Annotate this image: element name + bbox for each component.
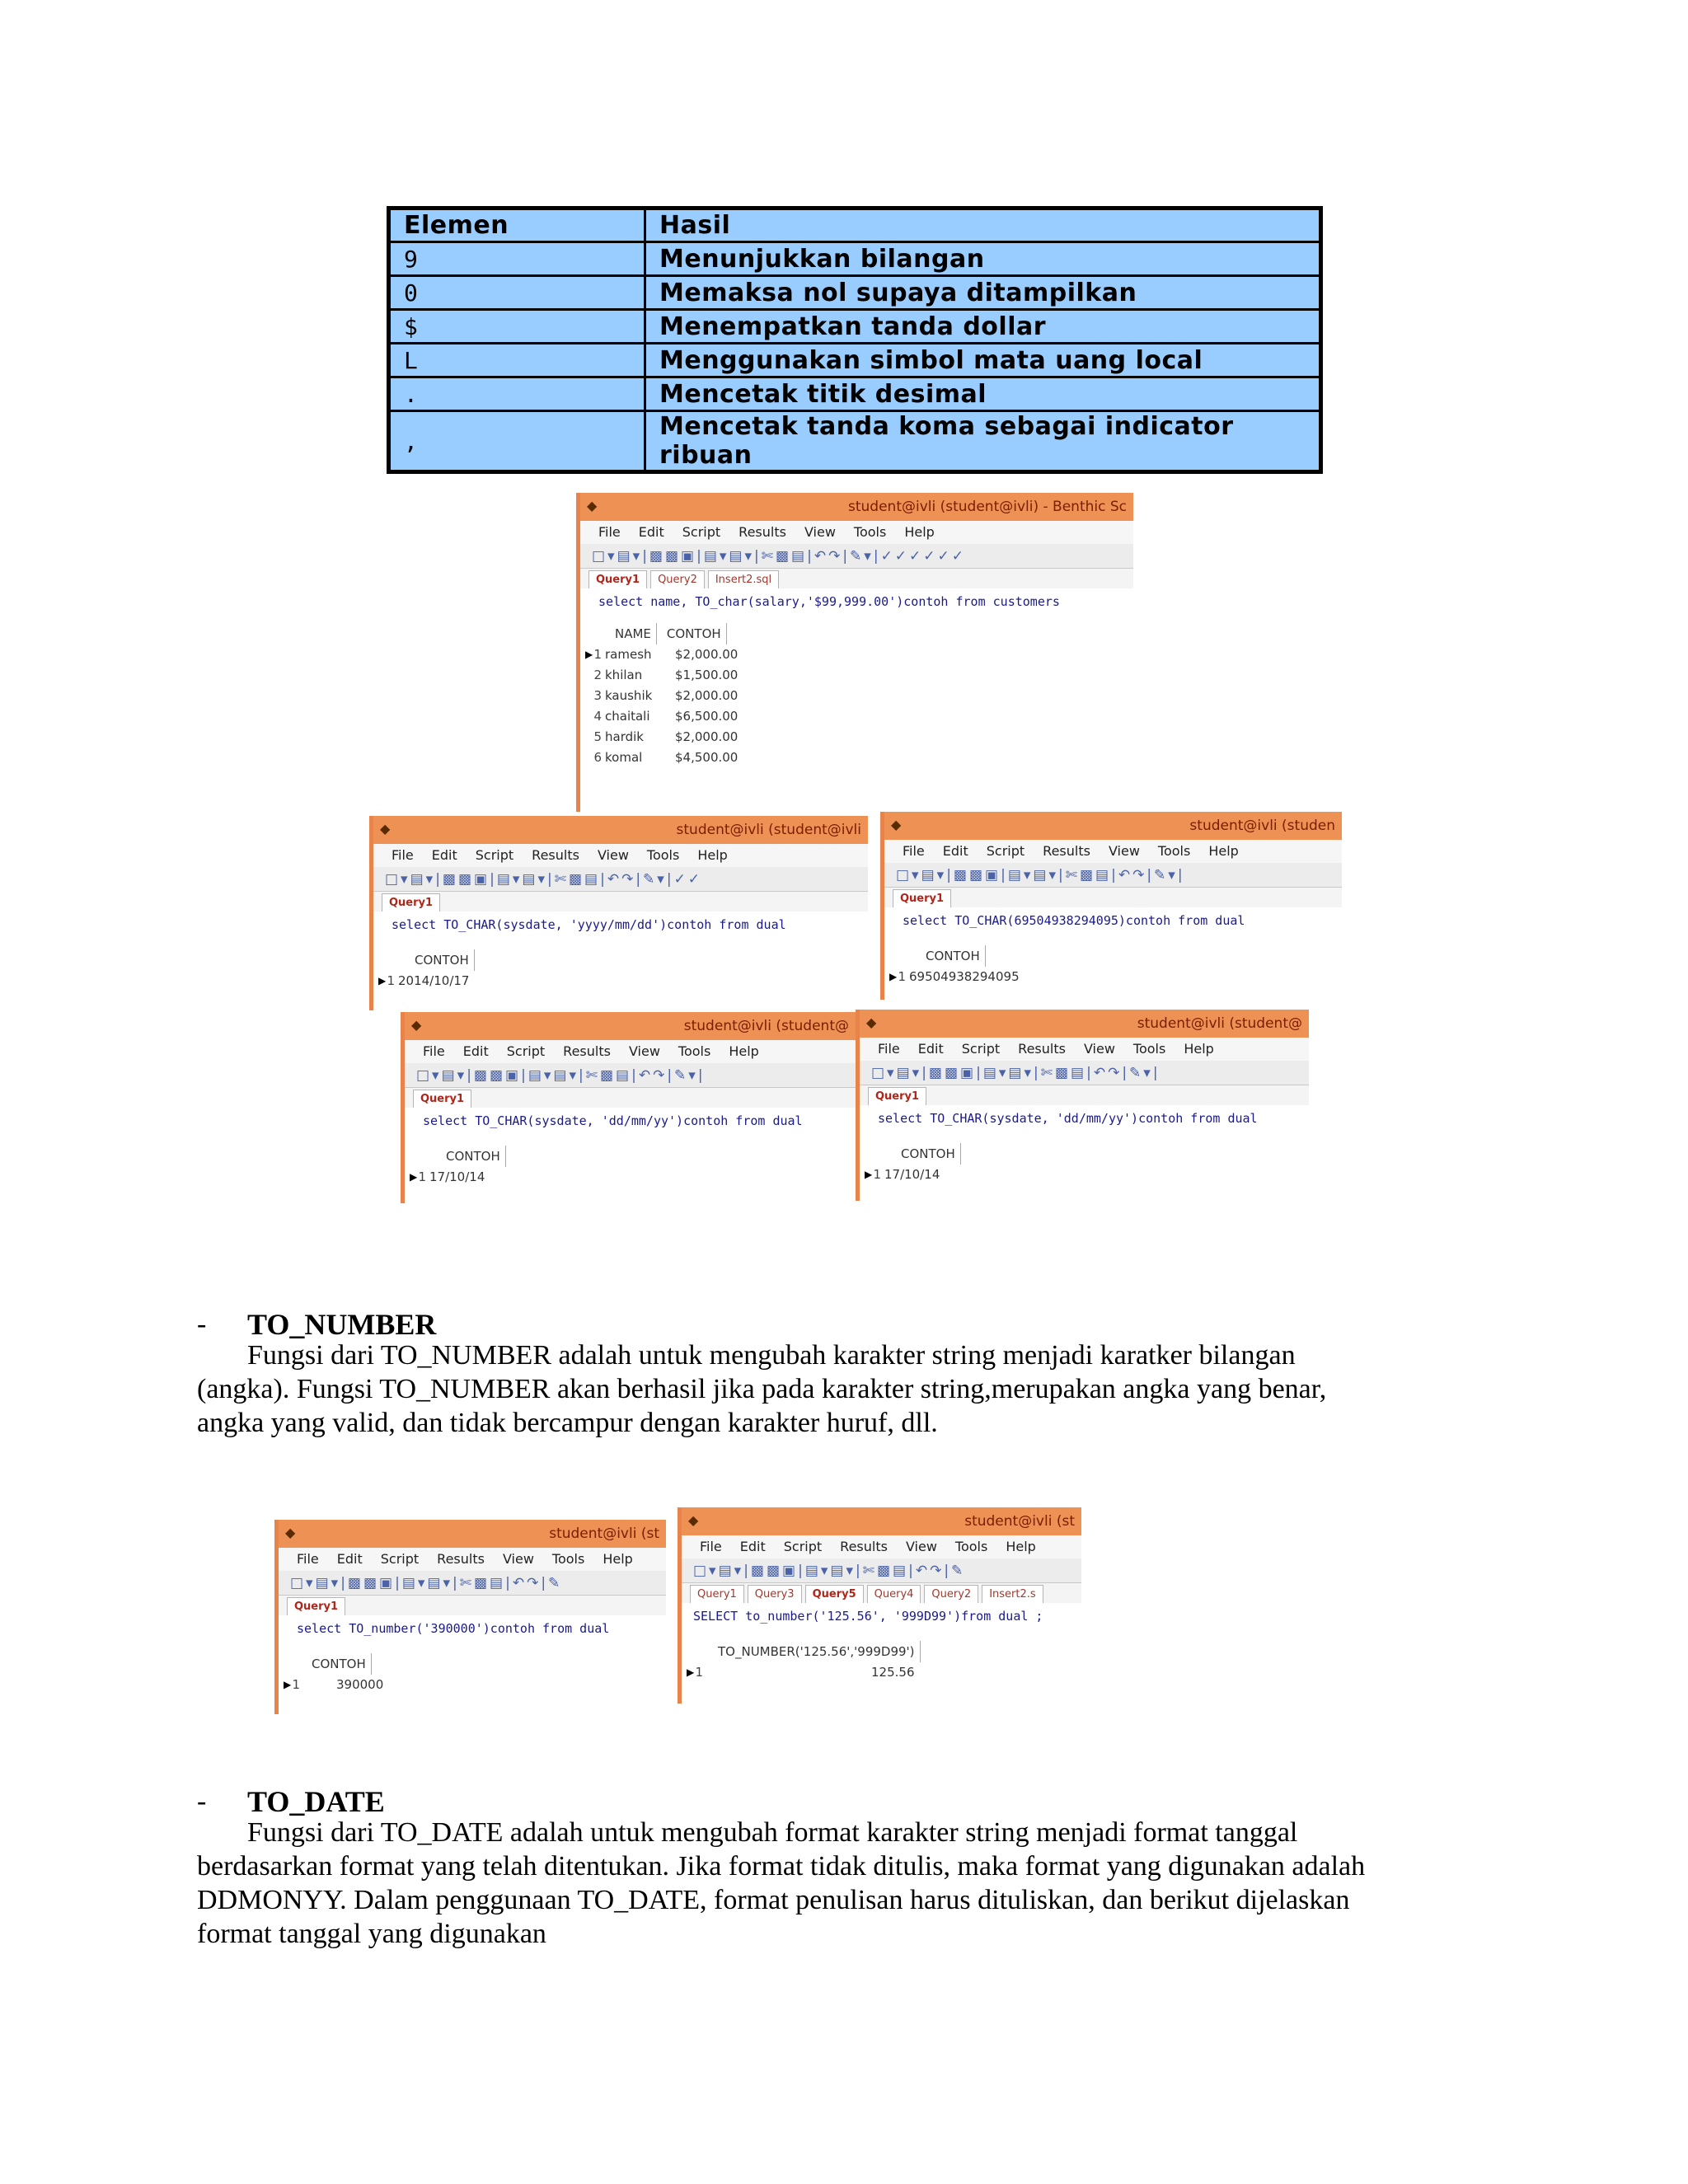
- menu-script[interactable]: Script: [783, 1539, 823, 1554]
- result-cell: Mencetak titik desimal: [645, 377, 1321, 411]
- menu-view[interactable]: View: [905, 1539, 937, 1554]
- menu-bar: [373, 844, 868, 867]
- menu-edit[interactable]: Edit: [917, 1041, 944, 1057]
- menu-results[interactable]: Results: [563, 1043, 611, 1059]
- query-tabs: [860, 1085, 1309, 1105]
- menu-tools[interactable]: Tools: [954, 1539, 988, 1554]
- screenshot-to-char-number: [880, 812, 1342, 1000]
- menu-edit[interactable]: Edit: [431, 847, 457, 863]
- query-tabs: [682, 1583, 1081, 1603]
- menu-bar: [884, 840, 1342, 863]
- menu-bar: [682, 1535, 1081, 1558]
- sql-editor[interactable]: select TO_CHAR(sysdate, 'dd/mm/yy')contoh from dual: [423, 1113, 803, 1128]
- table-row[interactable]: ▶ 1 69504938294095: [884, 967, 1342, 987]
- element-cell: 9: [389, 242, 645, 276]
- query-tabs: [373, 892, 868, 912]
- tab-query1[interactable]: Query1: [413, 1090, 471, 1108]
- tab-query1[interactable]: Query1: [893, 889, 951, 907]
- table-row[interactable]: 6 komal $4,500.00: [593, 750, 738, 765]
- screenshot-to-number-1: [274, 1520, 666, 1714]
- menu-file[interactable]: File: [297, 1551, 319, 1567]
- bullet-dash: -: [197, 1786, 207, 1816]
- app-logo-icon: ◆: [587, 498, 598, 513]
- table-row[interactable]: ▶ 1 390000: [279, 1675, 666, 1695]
- row-pointer-icon: ▶: [378, 975, 387, 987]
- menu-script[interactable]: Script: [682, 524, 721, 540]
- results-grid: [682, 1641, 1081, 1683]
- paragraph-line: DDMONYY. Dalam penggunaan TO_DATE, format penulisan harus dituliskan, dan berikut dijelaskan: [197, 1885, 1350, 1915]
- window-title: student@ivli (student@: [683, 1018, 849, 1034]
- row-pointer-icon: ▶: [410, 1171, 418, 1183]
- tab-query4[interactable]: Query4: [867, 1585, 921, 1603]
- window-titlebar: [860, 1010, 1309, 1038]
- query-tabs: [279, 1596, 666, 1615]
- window-title: student@ivli (studen: [1189, 818, 1335, 834]
- window-titlebar: [580, 493, 1133, 521]
- menu-results[interactable]: Results: [840, 1539, 888, 1554]
- result-cell: Menempatkan tanda dollar: [645, 310, 1321, 344]
- format-elements-table: [387, 206, 1323, 474]
- table-row: [389, 344, 1321, 377]
- menu-bar: [279, 1548, 666, 1571]
- grid-header: [860, 1143, 1309, 1165]
- tab-query1[interactable]: Query1: [868, 1087, 926, 1105]
- row-pointer-icon: ▶: [585, 649, 593, 660]
- menu-results[interactable]: Results: [532, 847, 579, 863]
- table-row: [389, 242, 1321, 276]
- heading-to-date: TO_DATE: [247, 1785, 385, 1818]
- app-logo-icon: ◆: [866, 1015, 877, 1030]
- grid-header: [405, 1146, 856, 1167]
- tab-insert2[interactable]: Insert2.sql: [708, 570, 779, 588]
- window-titlebar: [405, 1012, 856, 1040]
- column-contoh[interactable]: CONTOH: [312, 1653, 372, 1675]
- menu-file[interactable]: File: [392, 847, 414, 863]
- element-cell: ,: [389, 411, 645, 472]
- window-titlebar: [682, 1507, 1081, 1535]
- paragraph-line: angka yang valid, dan tidak bercampur dengan karakter huruf, dll.: [197, 1408, 938, 1438]
- toolbar-icons[interactable]: □▾▤▾|▩▩▣|▤▾▤▾|✄▩▤|↶↷|✎: [682, 1558, 1081, 1583]
- sql-editor[interactable]: select TO_CHAR(69504938294095)contoh from dual: [903, 913, 1245, 928]
- window-titlebar: [884, 812, 1342, 840]
- menu-help[interactable]: Help: [1208, 843, 1239, 859]
- table-row: [389, 377, 1321, 411]
- menu-view[interactable]: View: [628, 1043, 660, 1059]
- menu-results[interactable]: Results: [1043, 843, 1090, 859]
- column-contoh[interactable]: CONTOH: [446, 1146, 506, 1167]
- header-hasil: Hasil: [645, 209, 1321, 242]
- grid-header: [682, 1641, 1081, 1662]
- paragraph-line: berdasarkan format yang telah ditentukan. Jika format tidak ditulis, maka format yang digunakan adalah: [197, 1851, 1366, 1882]
- window-title: student@ivli (student@: [1137, 1015, 1302, 1032]
- app-logo-icon: ◆: [891, 817, 902, 832]
- menu-file[interactable]: File: [423, 1043, 445, 1059]
- menu-edit[interactable]: Edit: [638, 524, 664, 540]
- result-cell: Mencetak tanda koma sebagai indicator ribuan: [645, 411, 1321, 472]
- result-cell: Menggunakan simbol mata uang local: [645, 344, 1321, 377]
- menu-bar: [860, 1038, 1309, 1061]
- menu-results[interactable]: Results: [1018, 1041, 1066, 1057]
- tab-query2[interactable]: Query2: [924, 1585, 978, 1603]
- element-cell: .: [389, 377, 645, 411]
- window-title: student@ivli (st: [964, 1513, 1075, 1530]
- paragraph-line: format tanggal yang digunakan: [197, 1919, 546, 1949]
- tab-query2[interactable]: Query2: [650, 570, 705, 588]
- menu-tools[interactable]: Tools: [678, 1043, 711, 1059]
- app-logo-icon: ◆: [411, 1017, 422, 1033]
- row-pointer-icon: ▶: [284, 1679, 292, 1690]
- menu-script[interactable]: Script: [380, 1551, 420, 1567]
- menu-tools[interactable]: Tools: [1157, 843, 1191, 859]
- grid-header: [884, 945, 1342, 967]
- result-cell: Memaksa nol supaya ditampilkan: [645, 276, 1321, 310]
- table-row[interactable]: ▶ 1 17/10/14: [405, 1167, 856, 1188]
- table-row[interactable]: 5 hardik $2,000.00: [593, 729, 738, 744]
- column-contoh[interactable]: CONTOH: [901, 1143, 961, 1165]
- menu-view[interactable]: View: [1108, 843, 1140, 859]
- column-to-number[interactable]: TO_NUMBER('125.56','999D99'): [718, 1641, 921, 1662]
- sql-editor[interactable]: select TO_CHAR(sysdate, 'yyyy/mm/dd')contoh from dual: [392, 917, 786, 932]
- sql-editor[interactable]: select TO_number('390000')contoh from dual: [297, 1621, 610, 1636]
- row-pointer-icon: ▶: [687, 1666, 695, 1678]
- paragraph-line: Fungsi dari TO_DATE adalah untuk mengubah format karakter string menjadi format tanggal: [247, 1817, 1298, 1848]
- results-grid: [279, 1653, 666, 1695]
- menu-script[interactable]: Script: [475, 847, 514, 863]
- menu-script[interactable]: Script: [506, 1043, 546, 1059]
- screenshot-to-char-salary: [576, 493, 1133, 812]
- element-cell: $: [389, 310, 645, 344]
- table-row[interactable]: ▶ 1 17/10/14: [860, 1165, 1309, 1185]
- tab-query1[interactable]: Query1: [382, 893, 440, 912]
- column-name[interactable]: NAME: [615, 623, 657, 644]
- menu-view[interactable]: View: [1083, 1041, 1115, 1057]
- tab-insert2[interactable]: Insert2.s: [982, 1585, 1043, 1603]
- table-row: [389, 411, 1321, 472]
- column-contoh[interactable]: CONTOH: [415, 949, 475, 971]
- sql-editor[interactable]: select TO_CHAR(sysdate, 'dd/mm/yy')contoh from dual: [878, 1111, 1258, 1126]
- table-row: [389, 310, 1321, 344]
- grid-header: [279, 1653, 666, 1675]
- table-row[interactable]: ▶ 1 2014/10/17: [373, 971, 868, 991]
- header-elemen: Elemen: [389, 209, 645, 242]
- row-pointer-icon: ▶: [865, 1169, 873, 1180]
- menu-edit[interactable]: Edit: [336, 1551, 363, 1567]
- sql-editor[interactable]: SELECT to_number('125.56', '999D99')from dual ;: [693, 1609, 1043, 1624]
- table-row[interactable]: ▶ 1 125.56: [682, 1662, 1081, 1683]
- menu-help[interactable]: Help: [1006, 1539, 1036, 1554]
- menu-help[interactable]: Help: [1184, 1041, 1214, 1057]
- app-logo-icon: ◆: [688, 1512, 699, 1528]
- menu-tools[interactable]: Tools: [646, 847, 680, 863]
- sql-editor[interactable]: select name, TO_char(salary,'$99,999.00')contoh from customers: [598, 594, 1060, 609]
- window-titlebar: [373, 816, 868, 844]
- menu-script[interactable]: Script: [961, 1041, 1001, 1057]
- table-row: [389, 276, 1321, 310]
- menu-help[interactable]: Help: [729, 1043, 759, 1059]
- results-grid: [405, 1146, 856, 1188]
- tab-query5[interactable]: Query5: [805, 1585, 864, 1603]
- screenshot-to-char-ddmmyy-left: [401, 1012, 856, 1203]
- screenshot-to-char-yyyymmdd: [369, 816, 868, 1010]
- element-cell: 0: [389, 276, 645, 310]
- menu-help[interactable]: Help: [697, 847, 728, 863]
- menu-file[interactable]: File: [903, 843, 925, 859]
- toolbar-icons[interactable]: □▾▤▾|▩▩▣|▤▾▤▾|✄▩▤|↶↷|✎▾|: [860, 1061, 1309, 1085]
- app-logo-icon: ◆: [285, 1525, 296, 1540]
- window-title: student@ivli (student@ivli) - Benthic Sc: [848, 499, 1127, 515]
- row-pointer-icon: ▶: [889, 971, 898, 982]
- tab-query1[interactable]: Query1: [287, 1597, 345, 1615]
- toolbar-icons[interactable]: □▾▤▾|▩▩▣|▤▾▤▾|✄▩▤|↶↷|✎▾|✓✓✓✓✓✓: [580, 544, 1133, 569]
- column-contoh[interactable]: CONTOH: [667, 623, 727, 644]
- menu-help[interactable]: Help: [904, 524, 935, 540]
- menu-tools[interactable]: Tools: [551, 1551, 585, 1567]
- element-cell: L: [389, 344, 645, 377]
- result-cell: Menunjukkan bilangan: [645, 242, 1321, 276]
- results-grid: [884, 945, 1342, 987]
- results-grid: [860, 1143, 1309, 1185]
- column-contoh[interactable]: CONTOH: [926, 945, 986, 967]
- results-grid: [373, 949, 868, 991]
- window-title: student@ivli (student@ivli: [676, 822, 861, 838]
- bullet-dash: -: [197, 1309, 207, 1339]
- menu-edit[interactable]: Edit: [462, 1043, 489, 1059]
- table-header-row: [389, 209, 1321, 242]
- menu-tools[interactable]: Tools: [1132, 1041, 1166, 1057]
- menu-edit[interactable]: Edit: [942, 843, 968, 859]
- table-row[interactable]: 3 kaushik $2,000.00: [593, 688, 738, 703]
- toolbar-icons[interactable]: □▾▤▾|▩▩▣|▤▾▤▾|✄▩▤|↶↷|✎▾|✓✓: [373, 867, 868, 892]
- menu-tools[interactable]: Tools: [853, 524, 887, 540]
- window-titlebar: [279, 1520, 666, 1548]
- query-tabs: [580, 569, 1133, 588]
- heading-to-number: TO_NUMBER: [247, 1308, 437, 1341]
- menu-bar: [405, 1040, 856, 1063]
- tab-query1[interactable]: Query1: [588, 570, 647, 588]
- menu-edit[interactable]: Edit: [739, 1539, 766, 1554]
- table-row[interactable]: ▶ 1 ramesh $2,000.00: [580, 644, 1133, 665]
- app-logo-icon: ◆: [380, 821, 391, 837]
- toolbar-icons[interactable]: □▾▤▾|▩▩▣|▤▾▤▾|✄▩▤|↶↷|✎▾|: [405, 1063, 856, 1088]
- menu-bar: [580, 521, 1133, 544]
- menu-file[interactable]: File: [700, 1539, 722, 1554]
- grid-header: [373, 949, 868, 971]
- grid-header: [580, 623, 1133, 644]
- screenshot-to-number-2: [678, 1507, 1081, 1704]
- results-grid: [580, 623, 1133, 768]
- query-tabs: [884, 888, 1342, 907]
- menu-view[interactable]: View: [502, 1551, 534, 1567]
- menu-file[interactable]: File: [598, 524, 621, 540]
- menu-view[interactable]: View: [597, 847, 629, 863]
- screenshot-to-char-ddmmyy-right: [856, 1010, 1309, 1201]
- tab-query1[interactable]: Query1: [690, 1585, 744, 1603]
- menu-script[interactable]: Script: [986, 843, 1025, 859]
- menu-results[interactable]: Results: [437, 1551, 485, 1567]
- paragraph-line: Fungsi dari TO_NUMBER adalah untuk mengubah karakter string menjadi karatker bilangan: [247, 1340, 1296, 1371]
- menu-view[interactable]: View: [804, 524, 836, 540]
- toolbar-icons[interactable]: □▾▤▾|▩▩▣|▤▾▤▾|✄▩▤|↶↷|✎: [279, 1571, 666, 1596]
- query-tabs: [405, 1088, 856, 1108]
- paragraph-line: (angka). Fungsi TO_NUMBER akan berhasil jika pada karakter string,merupakan angka yang benar,: [197, 1374, 1327, 1404]
- menu-results[interactable]: Results: [738, 524, 786, 540]
- table-row[interactable]: 2 khilan $1,500.00: [593, 668, 738, 682]
- tab-query3[interactable]: Query3: [748, 1585, 802, 1603]
- menu-help[interactable]: Help: [603, 1551, 633, 1567]
- table-row[interactable]: 4 chaitali $6,500.00: [593, 709, 738, 724]
- window-title: student@ivli (st: [549, 1526, 659, 1542]
- menu-file[interactable]: File: [878, 1041, 900, 1057]
- toolbar-icons[interactable]: □▾▤▾|▩▩▣|▤▾▤▾|✄▩▤|↶↷|✎▾|: [884, 863, 1342, 888]
